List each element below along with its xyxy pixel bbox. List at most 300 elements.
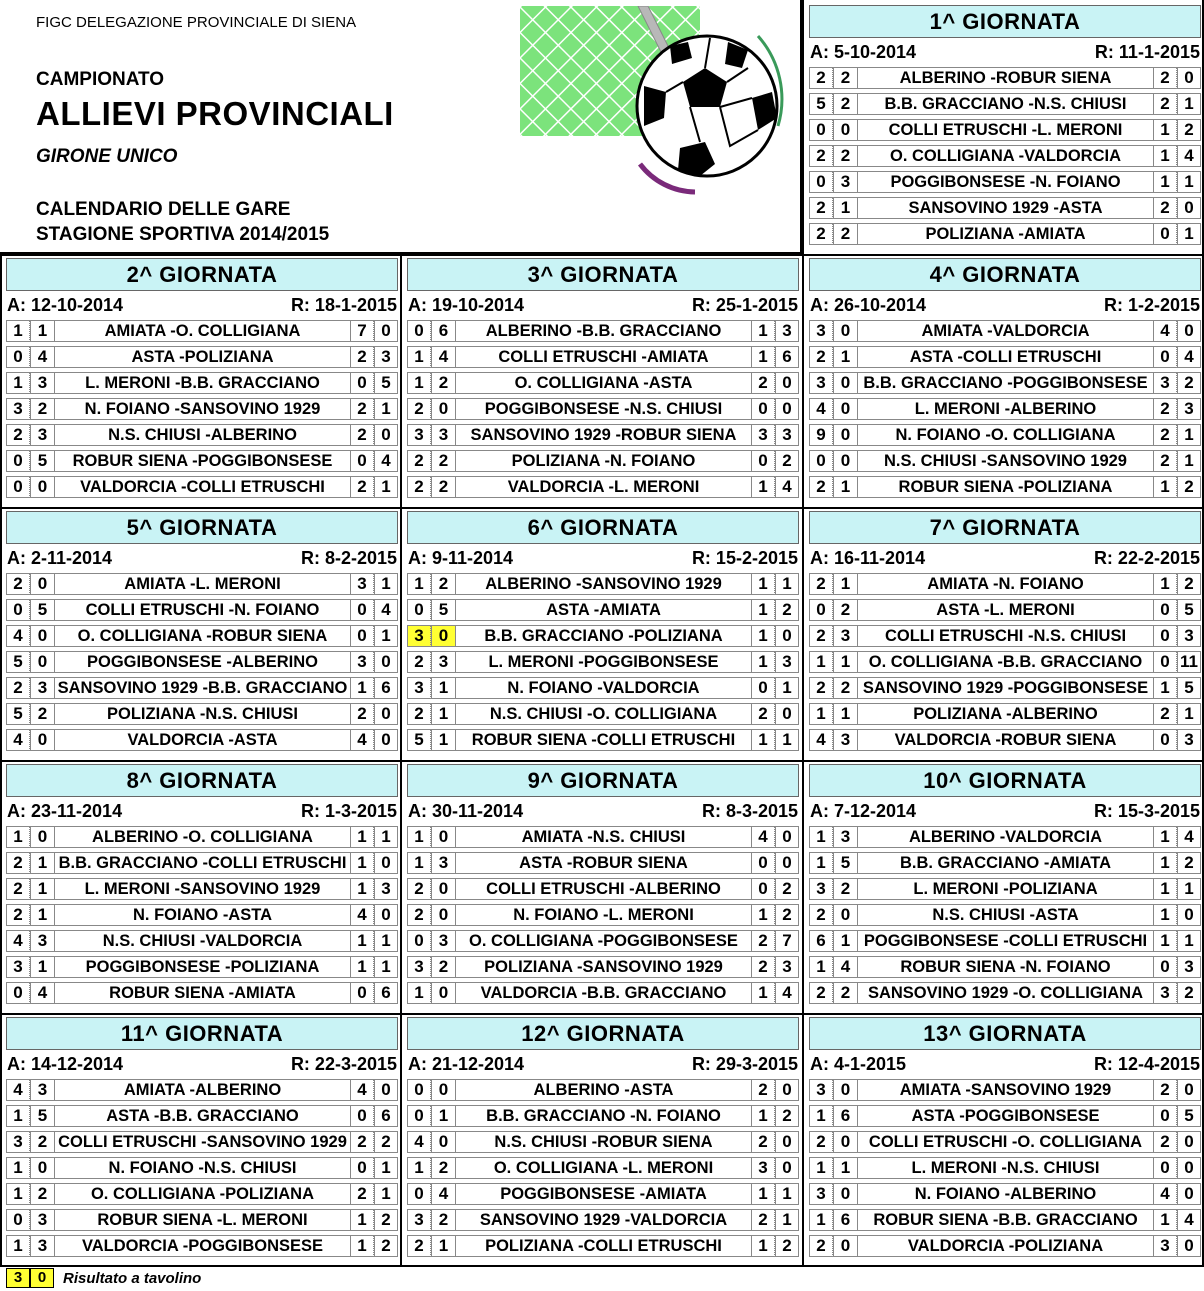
ritorno-score-home: 2 [1153, 1131, 1177, 1153]
match-row [407, 649, 799, 675]
andata-score-away: 0 [833, 424, 858, 446]
matchday-dates [809, 40, 1201, 62]
match-row [809, 649, 1201, 675]
ritorno-score-away: 2 [1177, 852, 1201, 874]
matchday-block [806, 509, 1204, 760]
match-teams: COLLI ETRUSCHI -SANSOVINO 1929 [55, 1131, 350, 1153]
ritorno-score-home: 0 [350, 1105, 374, 1127]
ritorno-score-home: 1 [751, 1105, 775, 1127]
match-teams: L. MERONI -N.S. CHIUSI [858, 1157, 1153, 1179]
match-row [809, 1233, 1201, 1259]
andata-score-away: 0 [30, 651, 55, 673]
match-teams: ALBERINO -ASTA [456, 1079, 751, 1101]
matchday-title: 2^ GIORNATA [6, 258, 398, 291]
andata-score-home: 1 [407, 982, 431, 1004]
andata-score-away: 2 [431, 956, 456, 978]
match-teams: POGGIBONSESE -ALBERINO [55, 651, 350, 673]
ritorno-score-home: 0 [350, 599, 374, 621]
match-row [407, 928, 799, 954]
matchday-title: 6^ GIORNATA [407, 511, 799, 544]
ritorno-score-away: 2 [374, 1209, 398, 1231]
ritorno-score-home: 2 [751, 703, 775, 725]
match-teams: POLIZIANA -AMIATA [858, 223, 1153, 245]
andata-score-away: 0 [431, 982, 456, 1004]
ritorno-score-home: 0 [751, 677, 775, 699]
match-teams: L. MERONI -POGGIBONSESE [456, 651, 751, 673]
andata-score-away: 2 [30, 1131, 55, 1153]
match-row [407, 370, 799, 396]
match-row [6, 649, 398, 675]
andata-score-away: 1 [30, 852, 55, 874]
ritorno-date: R: 22-3-2015 [290, 1054, 397, 1074]
ritorno-date: R: 1-3-2015 [300, 801, 397, 821]
ritorno-score-away: 1 [1177, 93, 1201, 115]
ritorno-score-home: 0 [1153, 1157, 1177, 1179]
ritorno-score-home: 1 [1153, 145, 1177, 167]
match-teams: ROBUR SIENA -POGGIBONSESE [55, 450, 350, 472]
andata-score-home: 1 [407, 852, 431, 874]
ritorno-score-away: 2 [775, 450, 799, 472]
ritorno-score-home: 2 [751, 930, 775, 952]
andata-score-home: 4 [6, 729, 30, 751]
ritorno-score-away: 6 [775, 346, 799, 368]
match-teams: COLLI ETRUSCHI -N.S. CHIUSI [858, 625, 1153, 647]
andata-score-home: 2 [809, 1235, 833, 1257]
ritorno-score-home: 1 [350, 930, 374, 952]
match-teams: B.B. GRACCIANO -POLIZIANA [456, 625, 751, 647]
matchday-title: 3^ GIORNATA [407, 258, 799, 291]
ritorno-score-home: 2 [1153, 398, 1177, 420]
ritorno-score-home: 1 [1153, 573, 1177, 595]
andata-score-home: 3 [6, 398, 30, 420]
ritorno-score-away: 5 [1177, 1105, 1201, 1127]
andata-score-home: 0 [6, 982, 30, 1004]
ritorno-score-away: 0 [775, 852, 799, 874]
andata-date: A: 21-12-2014 [408, 1054, 525, 1074]
ritorno-score-away: 2 [374, 1235, 398, 1257]
andata-score-away: 3 [431, 930, 456, 952]
match-row [407, 1103, 799, 1129]
andata-score-home: 2 [407, 651, 431, 673]
calendar-label: CALENDARIO DELLE GARE [36, 199, 291, 220]
andata-score-home: 2 [809, 625, 833, 647]
ritorno-score-home: 0 [350, 625, 374, 647]
andata-score-home: 3 [809, 1079, 833, 1101]
match-row [407, 318, 799, 344]
andata-score-away: 0 [431, 1079, 456, 1101]
match-teams: ROBUR SIENA -L. MERONI [55, 1209, 350, 1231]
match-teams: AMIATA -N.S. CHIUSI [456, 826, 751, 848]
match-teams: N. FOIANO -ALBERINO [858, 1183, 1153, 1205]
match-row [407, 1207, 799, 1233]
andata-score-home: 1 [6, 826, 30, 848]
ritorno-score-home: 0 [751, 450, 775, 472]
match-row [6, 902, 398, 928]
andata-date: A: 14-12-2014 [7, 1054, 124, 1074]
ritorno-score-home: 0 [1153, 346, 1177, 368]
grid-divider [0, 760, 1204, 762]
ritorno-score-away: 3 [1177, 729, 1201, 751]
match-teams: COLLI ETRUSCHI -L. MERONI [858, 119, 1153, 141]
andata-score-away: 3 [833, 625, 858, 647]
ritorno-score-away: 0 [374, 424, 398, 446]
andata-score-home: 4 [6, 625, 30, 647]
match-teams: POGGIBONSESE -N. FOIANO [858, 171, 1153, 193]
match-row [6, 850, 398, 876]
matchday-block [404, 762, 802, 1013]
andata-score-home: 1 [809, 826, 833, 848]
andata-score-home: 2 [6, 677, 30, 699]
ritorno-score-away: 4 [775, 982, 799, 1004]
andata-score-away: 3 [30, 1235, 55, 1257]
ritorno-score-away: 2 [1177, 476, 1201, 498]
ritorno-date: R: 18-1-2015 [290, 295, 397, 315]
matchday-block [3, 762, 401, 1013]
ritorno-score-away: 0 [775, 826, 799, 848]
match-teams: AMIATA -SANSOVINO 1929 [858, 1079, 1153, 1101]
match-list [809, 1077, 1201, 1259]
match-teams: ASTA -POGGIBONSESE [858, 1105, 1153, 1127]
match-teams: ROBUR SIENA -POLIZIANA [858, 476, 1153, 498]
matchday-dates [407, 546, 799, 568]
andata-date: A: 7-12-2014 [810, 801, 917, 821]
ritorno-score-home: 4 [751, 826, 775, 848]
ritorno-score-home: 7 [350, 320, 374, 342]
ritorno-date: R: 8-3-2015 [701, 801, 798, 821]
andata-score-home: 2 [6, 878, 30, 900]
match-row [407, 1181, 799, 1207]
andata-score-away: 4 [431, 346, 456, 368]
andata-score-away: 1 [30, 956, 55, 978]
match-teams: L. MERONI -B.B. GRACCIANO [55, 372, 350, 394]
andata-score-home: 5 [6, 703, 30, 725]
match-row [407, 344, 799, 370]
ritorno-score-home: 1 [751, 625, 775, 647]
ritorno-score-away: 1 [374, 826, 398, 848]
andata-score-away: 6 [833, 1105, 858, 1127]
match-row [809, 571, 1201, 597]
ritorno-score-away: 0 [374, 320, 398, 342]
match-list [407, 318, 799, 500]
organization-name: FIGC DELEGAZIONE PROVINCIALE DI SIENA [36, 14, 357, 31]
ritorno-date: R: 25-1-2015 [691, 295, 798, 315]
andata-score-home: 5 [809, 93, 833, 115]
ritorno-score-home: 0 [350, 372, 374, 394]
match-teams: ROBUR SIENA -N. FOIANO [858, 956, 1153, 978]
andata-score-away: 1 [833, 930, 858, 952]
match-teams: SANSOVINO 1929 -POGGIBONSESE [858, 677, 1153, 699]
ritorno-score-away: 1 [1177, 171, 1201, 193]
match-list [6, 571, 398, 753]
matchday-dates [6, 799, 398, 821]
legend-swatch-home: 3 [6, 1268, 30, 1288]
andata-date: A: 4-1-2015 [810, 1054, 907, 1074]
andata-score-away: 6 [833, 1209, 858, 1231]
ritorno-score-away: 6 [374, 677, 398, 699]
ritorno-date: R: 8-2-2015 [300, 548, 397, 568]
andata-score-home: 3 [407, 625, 431, 647]
match-row [809, 91, 1201, 117]
ritorno-score-home: 2 [751, 1131, 775, 1153]
ritorno-score-away: 6 [374, 1105, 398, 1127]
match-row [6, 344, 398, 370]
match-row [6, 571, 398, 597]
match-list [6, 824, 398, 1006]
ritorno-score-home: 1 [751, 573, 775, 595]
matchday-dates [407, 1052, 799, 1074]
ritorno-date: R: 22-2-2015 [1093, 548, 1200, 568]
andata-score-away: 2 [30, 398, 55, 420]
andata-score-away: 0 [833, 1235, 858, 1257]
match-teams: VALDORCIA -ROBUR SIENA [858, 729, 1153, 751]
andata-score-away: 1 [431, 729, 456, 751]
matchday-title: 7^ GIORNATA [809, 511, 1201, 544]
ritorno-score-away: 1 [775, 677, 799, 699]
match-teams: ASTA -AMIATA [456, 599, 751, 621]
andata-score-home: 2 [809, 982, 833, 1004]
andata-score-home: 1 [809, 1105, 833, 1127]
matchday-dates [809, 546, 1201, 568]
ritorno-score-away: 2 [775, 1235, 799, 1257]
ritorno-score-home: 2 [1153, 197, 1177, 219]
matchday-dates [407, 799, 799, 821]
ritorno-score-home: 1 [751, 599, 775, 621]
ritorno-score-away: 0 [1177, 1157, 1201, 1179]
group-label: GIRONE UNICO [36, 146, 178, 167]
andata-score-home: 1 [6, 372, 30, 394]
ritorno-score-home: 0 [751, 878, 775, 900]
match-row [809, 902, 1201, 928]
andata-score-away: 2 [833, 93, 858, 115]
match-row [6, 1207, 398, 1233]
andata-score-home: 1 [407, 1157, 431, 1179]
matchday-block [3, 509, 401, 760]
andata-score-home: 9 [809, 424, 833, 446]
andata-score-away: 1 [833, 476, 858, 498]
match-row [6, 1077, 398, 1103]
match-row [6, 1103, 398, 1129]
ritorno-score-away: 0 [374, 651, 398, 673]
ritorno-score-away: 1 [374, 1183, 398, 1205]
match-teams: ALBERINO -B.B. GRACCIANO [456, 320, 751, 342]
andata-score-home: 1 [6, 1183, 30, 1205]
match-list [407, 824, 799, 1006]
match-teams: ASTA -B.B. GRACCIANO [55, 1105, 350, 1127]
match-row [6, 675, 398, 701]
match-teams: O. COLLIGIANA -VALDORCIA [858, 145, 1153, 167]
matchday-block [404, 1015, 802, 1266]
andata-score-home: 2 [6, 573, 30, 595]
andata-date: A: 23-11-2014 [7, 801, 123, 821]
andata-score-home: 2 [809, 904, 833, 926]
ritorno-score-away: 2 [374, 1131, 398, 1153]
match-row [809, 1129, 1201, 1155]
andata-score-away: 0 [30, 729, 55, 751]
ritorno-score-home: 2 [751, 1079, 775, 1101]
andata-score-away: 2 [431, 450, 456, 472]
ritorno-score-home: 4 [350, 729, 374, 751]
match-teams: L. MERONI -ALBERINO [858, 398, 1153, 420]
match-list [809, 571, 1201, 753]
match-teams: O. COLLIGIANA -ROBUR SIENA [55, 625, 350, 647]
match-row [809, 195, 1201, 221]
ritorno-score-home: 1 [751, 320, 775, 342]
ritorno-score-home: 1 [751, 904, 775, 926]
andata-score-away: 6 [431, 320, 456, 342]
ritorno-score-home: 2 [350, 1183, 374, 1205]
match-row [6, 597, 398, 623]
match-row [407, 1077, 799, 1103]
ritorno-score-home: 2 [1153, 1079, 1177, 1101]
andata-score-away: 1 [833, 1157, 858, 1179]
match-teams: N.S. CHIUSI -SANSOVINO 1929 [858, 450, 1153, 472]
andata-score-home: 1 [407, 573, 431, 595]
matchday-title: 11^ GIORNATA [6, 1017, 398, 1050]
andata-score-home: 2 [809, 223, 833, 245]
match-teams: L. MERONI -POLIZIANA [858, 878, 1153, 900]
match-list [407, 1077, 799, 1259]
match-row [6, 474, 398, 500]
match-teams: POLIZIANA -N. FOIANO [456, 450, 751, 472]
match-list [809, 824, 1201, 1006]
andata-date: A: 12-10-2014 [7, 295, 124, 315]
match-teams: VALDORCIA -COLLI ETRUSCHI [55, 476, 350, 498]
match-teams: L. MERONI -SANSOVINO 1929 [55, 878, 350, 900]
match-list [809, 65, 1201, 247]
ritorno-score-away: 2 [1177, 982, 1201, 1004]
ritorno-score-home: 2 [350, 424, 374, 446]
match-teams: POLIZIANA -ALBERINO [858, 703, 1153, 725]
ritorno-score-home: 2 [751, 1209, 775, 1231]
ritorno-score-home: 0 [1153, 956, 1177, 978]
match-row [407, 954, 799, 980]
andata-score-away: 2 [833, 223, 858, 245]
ritorno-score-away: 0 [775, 372, 799, 394]
ritorno-score-away: 3 [374, 346, 398, 368]
match-row [809, 1181, 1201, 1207]
match-teams: POLIZIANA -SANSOVINO 1929 [456, 956, 751, 978]
andata-date: A: 26-10-2014 [810, 295, 927, 315]
andata-score-away: 5 [30, 1105, 55, 1127]
andata-score-away: 4 [833, 956, 858, 978]
andata-score-home: 4 [6, 1079, 30, 1101]
match-teams: O. COLLIGIANA -B.B. GRACCIANO [858, 651, 1153, 673]
match-row [407, 597, 799, 623]
ritorno-score-away: 1 [374, 930, 398, 952]
matchday-title: 1^ GIORNATA [809, 5, 1201, 38]
match-row [407, 1129, 799, 1155]
andata-score-away: 1 [30, 904, 55, 926]
ritorno-date: R: 1-2-2015 [1103, 295, 1200, 315]
matchday-block [806, 3, 1204, 254]
match-row [809, 701, 1201, 727]
ritorno-score-home: 2 [350, 398, 374, 420]
ritorno-score-home: 1 [350, 1235, 374, 1257]
ritorno-score-home: 1 [350, 677, 374, 699]
andata-score-away: 0 [833, 372, 858, 394]
andata-score-away: 3 [833, 826, 858, 848]
match-teams: AMIATA -ALBERINO [55, 1079, 350, 1101]
andata-score-away: 2 [833, 145, 858, 167]
andata-score-away: 3 [30, 677, 55, 699]
andata-score-away: 2 [431, 1157, 456, 1179]
match-row [809, 422, 1201, 448]
ritorno-score-away: 1 [1177, 450, 1201, 472]
andata-score-home: 1 [809, 651, 833, 673]
ritorno-score-away: 0 [374, 904, 398, 926]
ritorno-score-home: 0 [350, 1157, 374, 1179]
ritorno-date: R: 15-3-2015 [1093, 801, 1200, 821]
andata-score-away: 0 [30, 476, 55, 498]
andata-score-away: 2 [833, 982, 858, 1004]
match-row [6, 824, 398, 850]
match-row [6, 1155, 398, 1181]
andata-score-away: 0 [833, 904, 858, 926]
andata-score-home: 4 [6, 930, 30, 952]
andata-score-home: 3 [407, 1209, 431, 1231]
andata-score-home: 0 [407, 1105, 431, 1127]
andata-score-away: 3 [431, 852, 456, 874]
andata-score-away: 2 [30, 703, 55, 725]
ritorno-score-away: 4 [1177, 1209, 1201, 1231]
ritorno-score-home: 1 [751, 651, 775, 673]
andata-score-home: 1 [809, 1209, 833, 1231]
andata-score-home: 1 [407, 826, 431, 848]
andata-score-away: 0 [431, 625, 456, 647]
andata-score-away: 0 [833, 320, 858, 342]
ritorno-score-away: 2 [1177, 573, 1201, 595]
ritorno-score-away: 2 [775, 878, 799, 900]
matchday-dates [6, 1052, 398, 1074]
match-row [6, 396, 398, 422]
ritorno-score-home: 3 [1153, 1235, 1177, 1257]
matchday-dates [809, 799, 1201, 821]
ritorno-score-away: 0 [1177, 197, 1201, 219]
ritorno-score-away: 0 [775, 1131, 799, 1153]
andata-score-home: 1 [407, 346, 431, 368]
ritorno-score-away: 0 [374, 703, 398, 725]
match-row [407, 1155, 799, 1181]
andata-score-away: 0 [431, 904, 456, 926]
match-row [809, 954, 1201, 980]
andata-score-home: 3 [407, 956, 431, 978]
ritorno-score-home: 1 [1153, 904, 1177, 926]
andata-date: A: 16-11-2014 [810, 548, 926, 568]
andata-score-home: 2 [809, 197, 833, 219]
match-row [809, 448, 1201, 474]
ritorno-score-home: 3 [751, 424, 775, 446]
andata-score-away: 1 [833, 703, 858, 725]
match-teams: B.B. GRACCIANO -N. FOIANO [456, 1105, 751, 1127]
match-teams: N. FOIANO -VALDORCIA [456, 677, 751, 699]
match-teams: POLIZIANA -N.S. CHIUSI [55, 703, 350, 725]
ritorno-score-home: 2 [350, 1131, 374, 1153]
grid-divider [0, 1013, 1204, 1015]
ritorno-score-away: 0 [1177, 1131, 1201, 1153]
andata-score-away: 3 [30, 424, 55, 446]
ritorno-score-away: 4 [1177, 346, 1201, 368]
matchday-title: 10^ GIORNATA [809, 764, 1201, 797]
ritorno-score-away: 4 [775, 476, 799, 498]
match-row [809, 850, 1201, 876]
andata-score-home: 0 [809, 599, 833, 621]
ritorno-score-home: 1 [350, 1209, 374, 1231]
andata-score-away: 2 [431, 573, 456, 595]
ritorno-score-away: 5 [1177, 599, 1201, 621]
ritorno-score-home: 1 [1153, 826, 1177, 848]
ritorno-score-away: 0 [775, 703, 799, 725]
andata-score-home: 4 [809, 398, 833, 420]
